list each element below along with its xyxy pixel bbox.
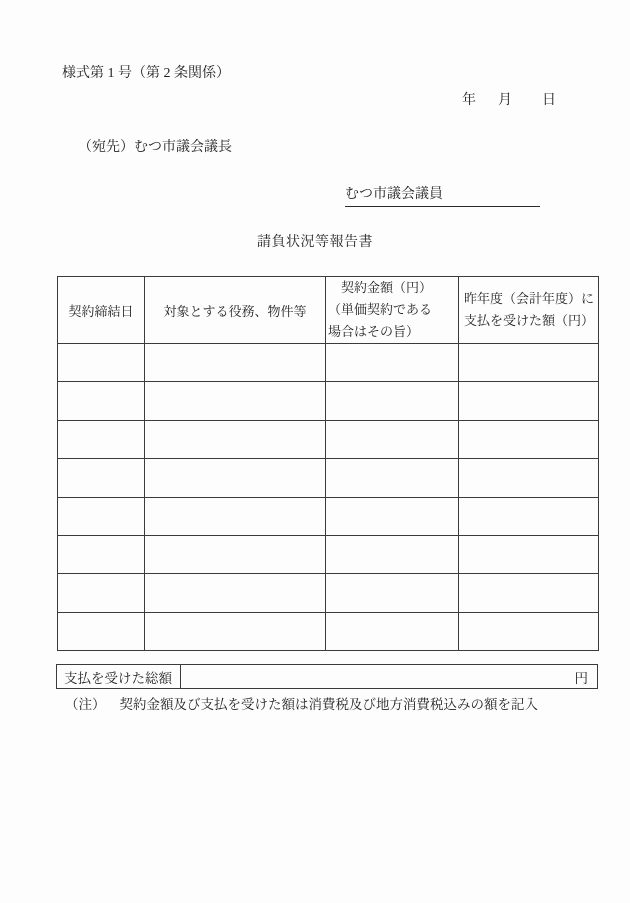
- signer-label: むつ市議会議員: [345, 187, 443, 202]
- cell-paid-amount: [459, 420, 599, 458]
- total-table: [56, 664, 598, 689]
- cell-subject: [145, 535, 326, 573]
- cell-paid-amount: [459, 382, 599, 420]
- month-label: 月: [498, 93, 512, 108]
- cell-contract-amount: [326, 420, 459, 458]
- header-contract-amount: [326, 277, 459, 344]
- cell-contract-amount: [326, 497, 459, 535]
- total-label: 支払を受けた総額: [57, 665, 181, 688]
- day-label: 日: [542, 93, 556, 108]
- header-contract-amount-line2: （単価契約である: [328, 302, 433, 317]
- footnote: [65, 693, 538, 713]
- cell-contract-date: [58, 497, 145, 535]
- table-row: [58, 497, 599, 535]
- cell-contract-amount: [326, 535, 459, 573]
- header-paid-amount-line1: 昨年度（会計年度）に: [464, 291, 595, 306]
- cell-contract-amount: [326, 344, 459, 382]
- report-table: [57, 276, 599, 651]
- header-paid-amount-line2: 支払を受けた額（円）: [464, 313, 595, 328]
- cell-contract-amount: [326, 382, 459, 420]
- footnote-text: 契約金額及び支払を受けた額は消費税及び地方消費税込みの額を記入: [119, 697, 538, 712]
- cell-subject: [145, 574, 326, 612]
- cell-paid-amount: [459, 612, 599, 650]
- table-header-row: [58, 277, 599, 344]
- cell-contract-amount: [326, 612, 459, 650]
- year-label: 年: [462, 93, 476, 108]
- total-value-cell: [181, 665, 597, 688]
- cell-paid-amount: [459, 535, 599, 573]
- cell-contract-amount: [326, 574, 459, 612]
- header-paid-amount: [459, 277, 599, 344]
- page-title: 請負状況等報告書: [257, 235, 373, 250]
- table-row: [58, 535, 599, 573]
- total-unit-label: 円: [574, 670, 588, 686]
- header-subject: 対象とする役務、物件等: [145, 277, 326, 344]
- table-row: [58, 612, 599, 650]
- cell-contract-date: [58, 382, 145, 420]
- cell-subject: [145, 382, 326, 420]
- cell-subject: [145, 420, 326, 458]
- signer-underline: [345, 183, 540, 207]
- cell-contract-date: [58, 535, 145, 573]
- cell-paid-amount: [459, 574, 599, 612]
- header-contract-amount-line3: 場合はその旨）: [328, 324, 420, 339]
- cell-paid-amount: [459, 459, 599, 497]
- signer-line: [345, 183, 540, 207]
- footnote-marker: （注）: [65, 697, 106, 712]
- cell-subject: [145, 459, 326, 497]
- cell-contract-amount: [326, 459, 459, 497]
- table-row: [58, 344, 599, 382]
- table-row: [58, 420, 599, 458]
- table-row: [58, 459, 599, 497]
- table-row: [58, 382, 599, 420]
- cell-contract-date: [58, 420, 145, 458]
- header-contract-amount-line1: 契約金額（円）: [341, 280, 433, 295]
- cell-subject: [145, 344, 326, 382]
- cell-paid-amount: [459, 344, 599, 382]
- cell-subject: [145, 612, 326, 650]
- cell-contract-date: [58, 612, 145, 650]
- form-number: 様式第 1 号（第 2 条関係）: [62, 66, 230, 81]
- addressee-line: （宛先）むつ市議会議長: [78, 140, 232, 155]
- cell-subject: [145, 497, 326, 535]
- table-row: [58, 574, 599, 612]
- header-contract-date: 契約締結日: [58, 277, 145, 344]
- cell-contract-date: [58, 574, 145, 612]
- table-body: [58, 344, 599, 651]
- cell-paid-amount: [459, 497, 599, 535]
- cell-contract-date: [58, 459, 145, 497]
- cell-contract-date: [58, 344, 145, 382]
- date-line: [462, 89, 556, 109]
